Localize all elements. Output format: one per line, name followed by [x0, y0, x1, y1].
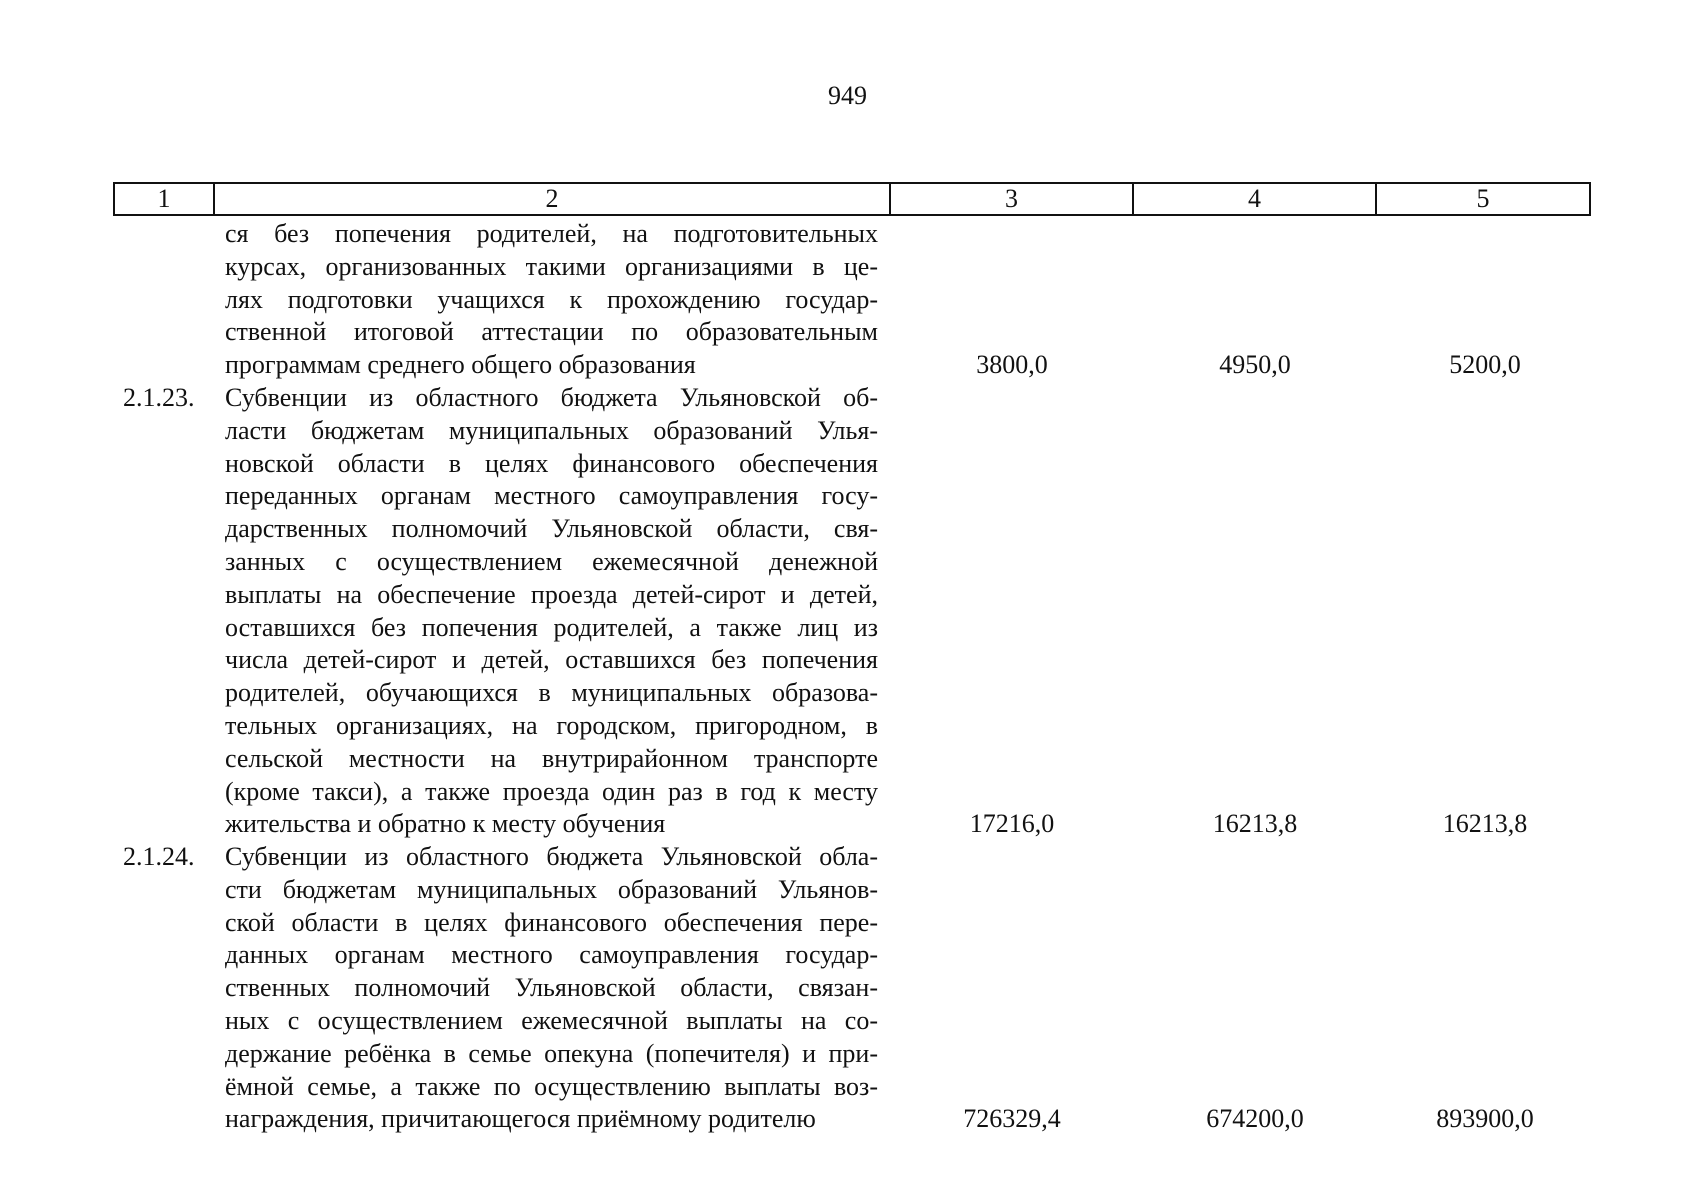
description-line: (кроме такси), а также проезда один раз в год к месту: [225, 776, 878, 806]
value-col5: 16213,8: [1442, 809, 1528, 839]
description-line: занных с осуществлением ежемесячной денежной: [225, 546, 878, 576]
value-col5: 893900,0: [1436, 1104, 1534, 1134]
description-line: выплаты на обеспечение проезда детей-сирот и детей,: [225, 579, 878, 609]
description-line: ся без попечения родителей, на подготовительных: [225, 219, 878, 248]
description-line: переданных органам местного самоуправления госу-: [225, 481, 878, 511]
description-line: ёмной семье, а также по осуществлению выплаты воз-: [225, 1071, 878, 1101]
row-number: 2.1.24.: [123, 842, 195, 871]
value-col4: 4950,0: [1219, 350, 1291, 380]
description-line: числа детей-сирот и детей, оставшихся без попечения: [225, 645, 878, 675]
description-line: ственных полномочий Ульяновской области, связан-: [225, 973, 878, 1003]
page-number: 949: [828, 81, 867, 110]
row-description: [225, 841, 878, 1136]
description-line: родителей, обучающихся в муниципальных образова-: [225, 678, 878, 708]
column-header-1: 1: [115, 184, 215, 214]
row-description: [225, 218, 878, 382]
description-line: курсах, организованных такими организациями в це-: [225, 251, 878, 281]
description-line: награждения, причитающегося приёмному родителю: [225, 1104, 816, 1134]
row-number: 2.1.23.: [123, 383, 195, 412]
description-line: тельных организациях, на городском, пригородном, в: [225, 710, 878, 740]
description-line: жительства и обратно к месту обучения: [225, 809, 666, 839]
table-header: [113, 182, 1591, 216]
column-header-2: 2: [215, 184, 891, 214]
value-col5: 5200,0: [1449, 350, 1521, 380]
column-header-5: 5: [1476, 184, 1490, 213]
description-line: держание ребёнка в семье опекуна (попечителя) и при-: [225, 1038, 878, 1068]
description-line: сельской местности на внутрирайонном транспорте: [225, 743, 878, 773]
column-header-3: 3: [891, 184, 1134, 214]
description-line: дарственных полномочий Ульяновской области, свя-: [225, 514, 878, 544]
description-line: новской области в целях финансового обеспечения: [225, 448, 878, 478]
description-line: сти бюджетам муниципальных образований Ульянов-: [225, 874, 878, 904]
description-line: ственной итоговой аттестации по образовательным: [225, 317, 878, 347]
value-col3: 17216,0: [969, 809, 1055, 839]
value-col3: 3800,0: [976, 350, 1048, 380]
value-col3: 726329,4: [963, 1104, 1061, 1134]
description-line: оставшихся без попечения родителей, а также лиц из: [225, 612, 878, 642]
description-line: ных с осуществлением ежемесячной выплаты на со-: [225, 1005, 878, 1035]
description-line: лях подготовки учащихся к прохождению государ-: [225, 284, 878, 314]
description-line: данных органам местного самоуправления государ-: [225, 940, 878, 970]
description-line: Субвенции из областного бюджета Ульяновской об-: [225, 383, 878, 412]
description-line: программам среднего общего образования: [225, 350, 696, 380]
value-col4: 674200,0: [1206, 1104, 1304, 1134]
value-col4: 16213,8: [1212, 809, 1298, 839]
description-line: ской области в целях финансового обеспечения пере-: [225, 907, 878, 937]
column-header-4: 4: [1134, 184, 1377, 214]
description-line: Субвенции из областного бюджета Ульяновской обла-: [225, 842, 878, 871]
row-description: [225, 382, 878, 841]
description-line: ласти бюджетам муниципальных образований Улья-: [225, 415, 878, 445]
